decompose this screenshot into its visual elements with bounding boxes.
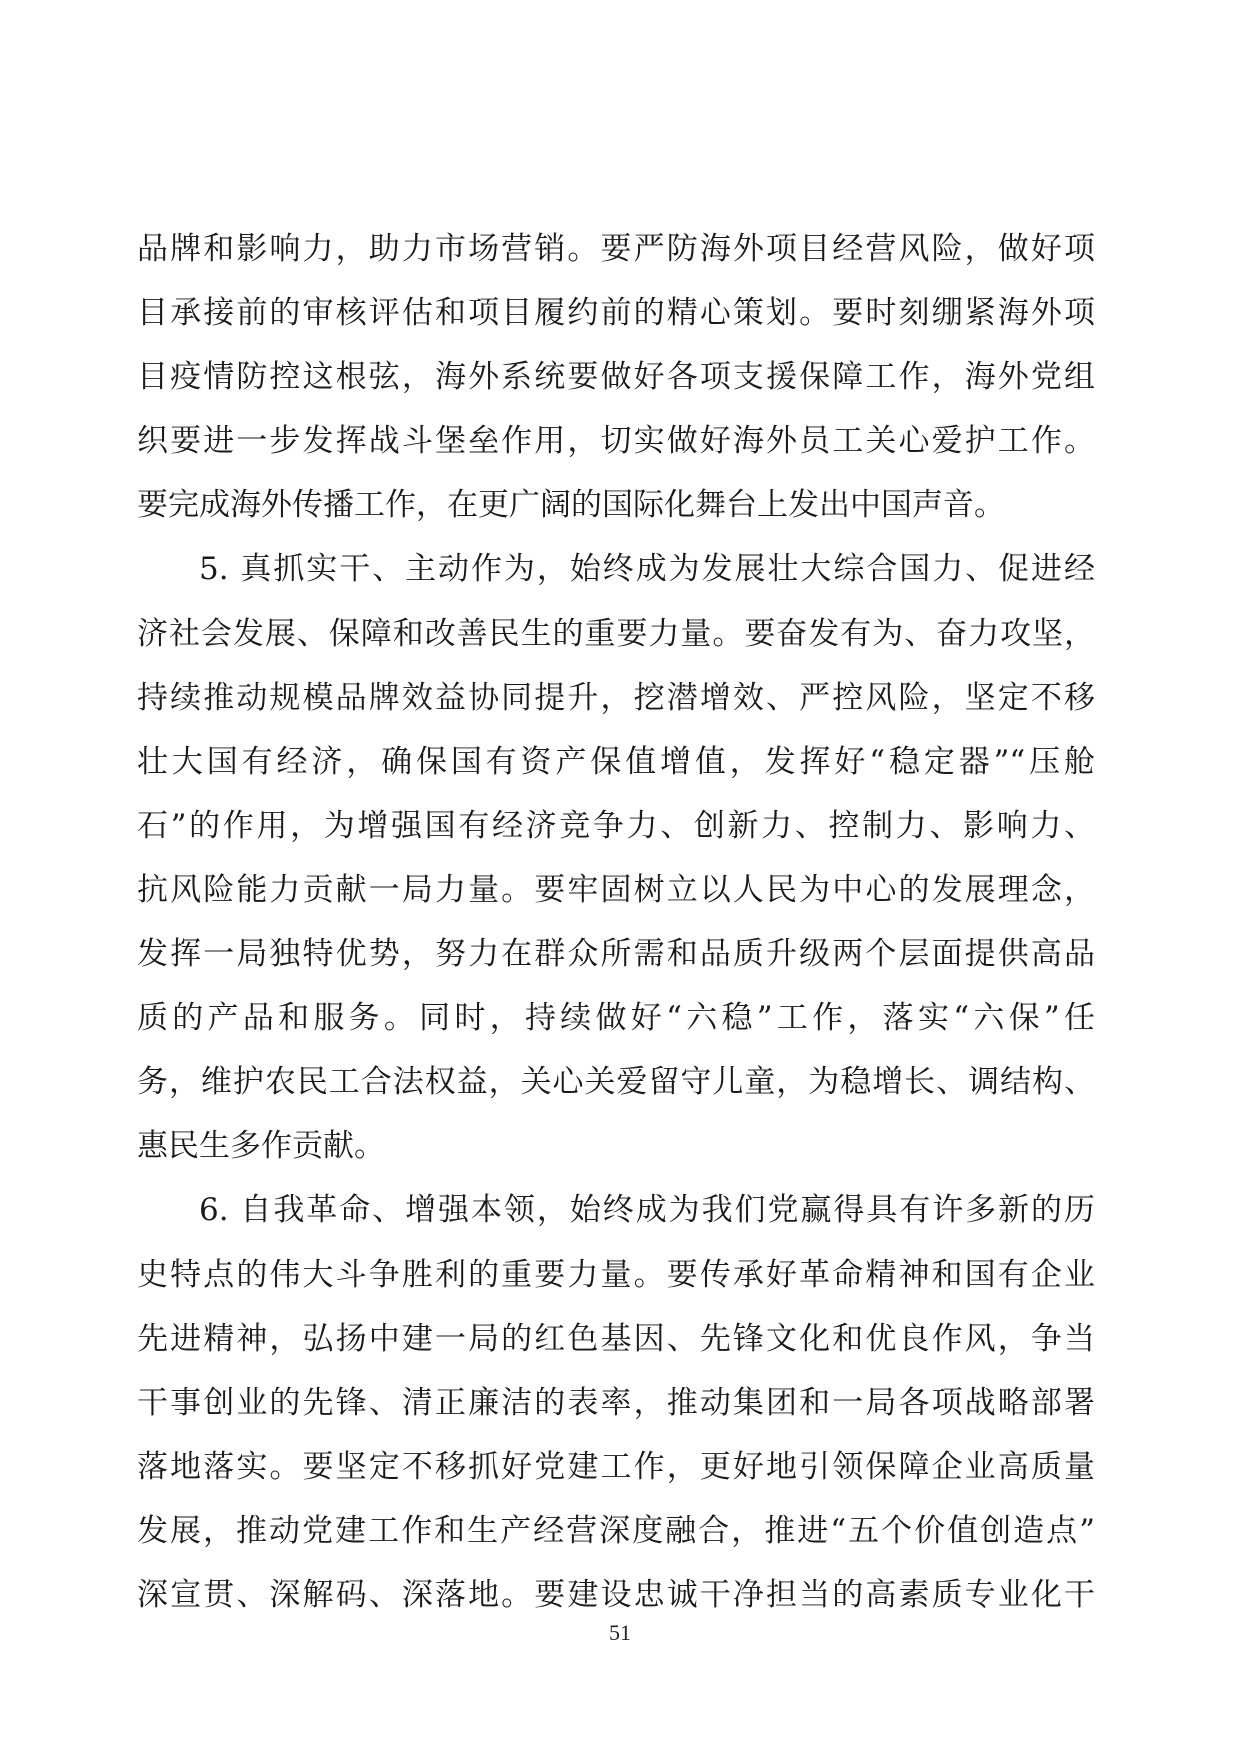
text-line: 深宣贯、深解码、深落地。要建设忠诚干净担当的高素质专业化干	[137, 1576, 1095, 1613]
text-line: 济社会发展、保障和改善民生的重要力量。要奋发有为、奋力攻坚，	[137, 615, 1095, 652]
text-line: 发展，推动党建工作和生产经营深度融合，推进“五个价值创造点”	[137, 1512, 1095, 1549]
document-body	[137, 217, 1095, 1627]
text-line: 先进精神，弘扬中建一局的红色基因、先锋文化和优良作风，争当	[137, 1320, 1095, 1357]
text-line: 务，维护农民工合法权益，关心关爱留守儿童，为稳增长、调结构、	[137, 1064, 1095, 1101]
text-line: 石”的作用，为增强国有经济竞争力、创新力、控制力、影响力、	[137, 807, 1095, 844]
text-line: 惠民生多作贡献。	[137, 1128, 385, 1165]
text-line: 史特点的伟大斗争胜利的重要力量。要传承好革命精神和国有企业	[137, 1256, 1095, 1293]
paragraph-5-heading-line: 5. 真抓实干、主动作为，始终成为发展壮大综合国力、促进经	[199, 551, 1095, 588]
text-line: 品牌和影响力，助力市场营销。要严防海外项目经营风险，做好项	[137, 231, 1095, 267]
text-line: 落地落实。要坚定不移抓好党建工作，更好地引领保障企业高质量	[137, 1448, 1095, 1485]
text-line: 要完成海外传播工作，在更广阔的国际化舞台上发出中国声音。	[137, 487, 1005, 524]
text-line: 发挥一局独特优势，努力在群众所需和品质升级两个层面提供高品	[137, 936, 1095, 973]
text-line: 目疫情防控这根弦，海外系统要做好各项支援保障工作，海外党组	[137, 359, 1095, 396]
page-number: 51	[609, 1620, 631, 1645]
text-line: 目承接前的审核评估和项目履约前的精心策划。要时刻绷紧海外项	[137, 295, 1095, 332]
text-line: 壮大国有经济，确保国有资产保值增值，发挥好“稳定器”“压舱	[137, 743, 1095, 780]
paragraph-6-heading-line: 6. 自我革命、增强本领，始终成为我们党赢得具有许多新的历	[199, 1192, 1095, 1229]
text-line: 织要进一步发挥战斗堡垒作用，切实做好海外员工关心爱护工作。	[137, 423, 1095, 460]
text-line: 干事创业的先锋、清正廉洁的表率，推动集团和一局各项战略部署	[137, 1384, 1095, 1421]
text-line: 质的产品和服务。同时，持续做好“六稳”工作，落实“六保”任	[137, 1000, 1095, 1037]
text-line: 持续推动规模品牌效益协同提升，挖潜增效、严控风险，坚定不移	[137, 679, 1095, 716]
text-line: 抗风险能力贡献一局力量。要牢固树立以人民为中心的发展理念，	[137, 871, 1095, 908]
